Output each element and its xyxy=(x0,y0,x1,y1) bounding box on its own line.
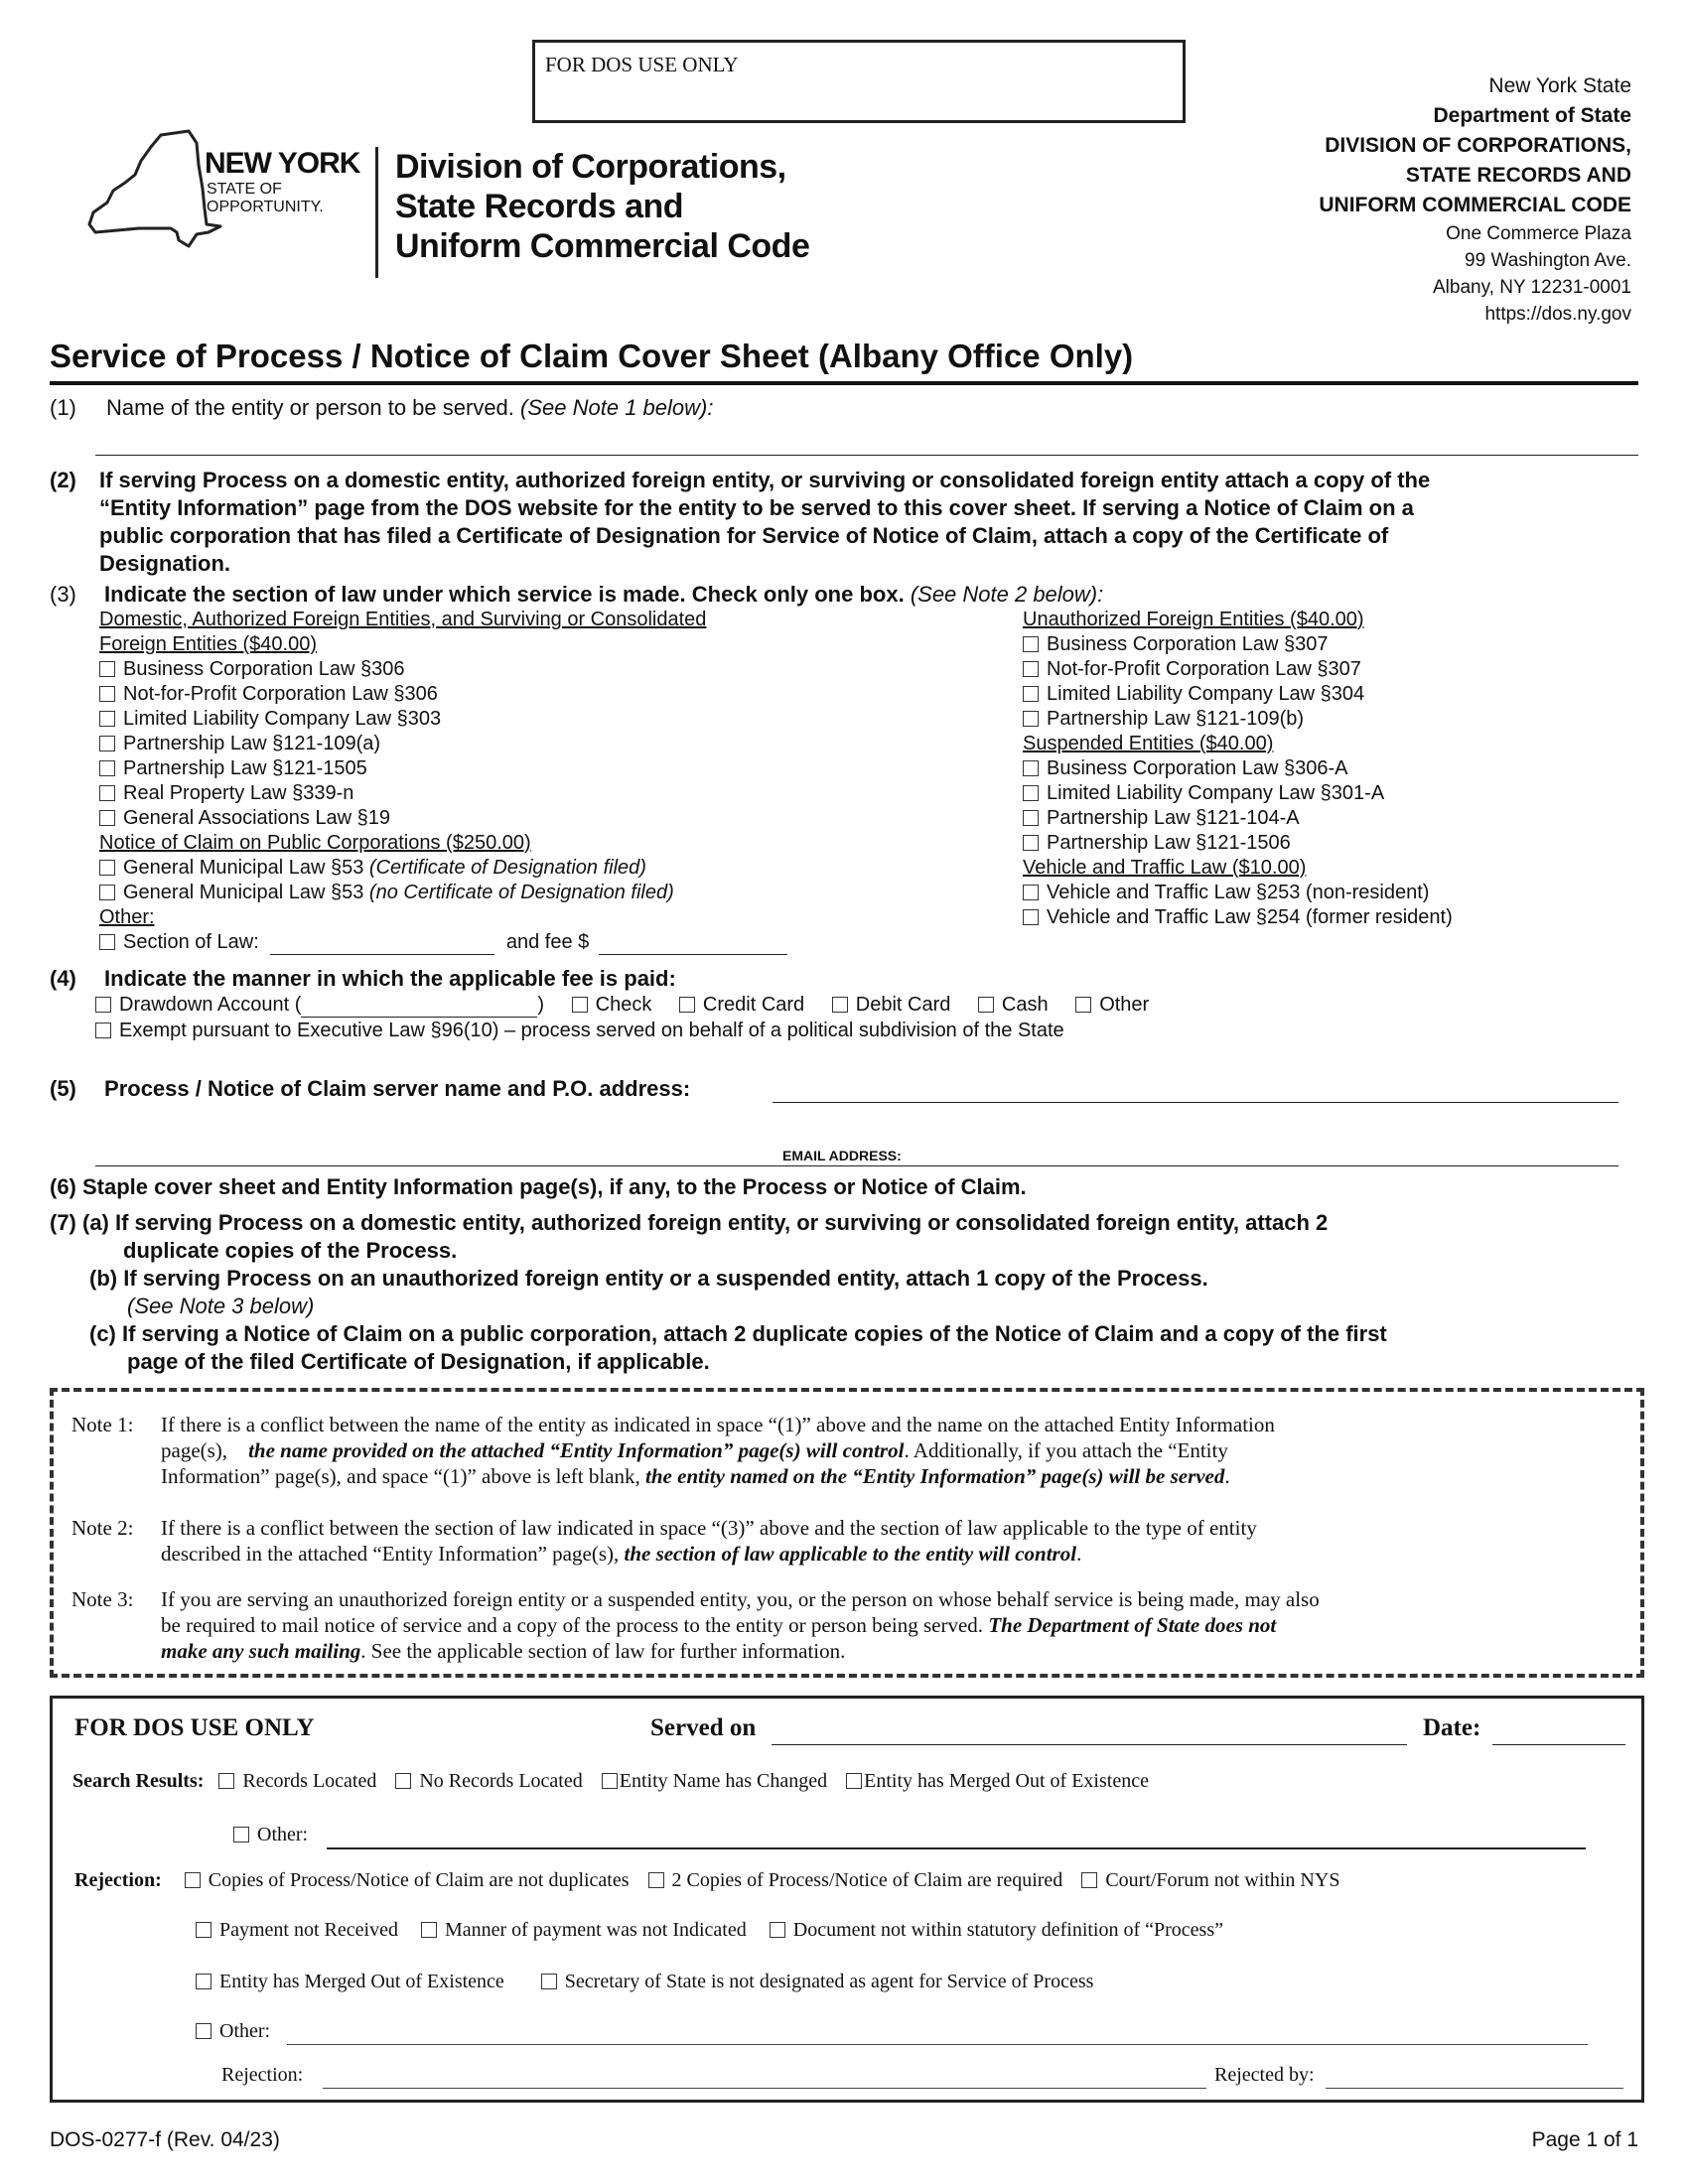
law-option[interactable] xyxy=(99,732,787,756)
note-text: . Additionally, if you attach the “Entity xyxy=(904,1438,1228,1462)
payment-label: Other xyxy=(1099,994,1150,1016)
note-2-body xyxy=(161,1515,1257,1567)
section-7b-line-1: (b) If serving Process on an unauthorized foreign entity or a suspended entity, attach 1 copy of the Process. xyxy=(89,1266,1208,1291)
note-2-line xyxy=(161,1541,1257,1567)
address-line-5: UNIFORM COMMERCIAL CODE xyxy=(1319,194,1631,216)
section-2-line: “Entity Information” page from the DOS website for the entity to be served to this cover sheet. If serving a Notice of Claim on a xyxy=(99,495,1414,520)
checkbox[interactable] xyxy=(99,810,115,826)
note-3-body xyxy=(161,1586,1320,1664)
search-results-row xyxy=(72,1770,1149,1793)
rejection-option-label: Copies of Process/Notice of Claim are not duplicates xyxy=(208,1869,630,1891)
checkbox[interactable] xyxy=(846,1773,862,1789)
law-option[interactable] xyxy=(99,657,787,682)
checkbox[interactable] xyxy=(233,1827,249,1843)
rejection-option-label: Entity has Merged Out of Existence xyxy=(219,1971,504,1992)
section-3-num: (3) xyxy=(50,582,76,607)
form-number: DOS-0277-f (Rev. 04/23) xyxy=(50,2128,280,2151)
section-7a-line-2: duplicate copies of the Process. xyxy=(123,1238,458,1263)
payment-option[interactable] xyxy=(572,994,652,1016)
checkbox[interactable] xyxy=(95,997,111,1013)
checkbox[interactable] xyxy=(648,1872,664,1888)
note-emphasis: the section of law applicable to the entity will control xyxy=(624,1542,1077,1566)
checkbox[interactable] xyxy=(572,997,588,1013)
law-option-label: Business Corporation Law §307 xyxy=(1047,633,1329,655)
search-option-label: No Records Located xyxy=(419,1770,583,1792)
rejection-option[interactable] xyxy=(196,1919,398,1941)
entity-name-field[interactable] xyxy=(95,455,1638,456)
law-option[interactable] xyxy=(99,856,787,881)
note-1-line: If there is a conflict between the name of the entity as indicated in space “(1)” above and the name on the attached Entity Information xyxy=(161,1413,1275,1436)
served-on-field[interactable] xyxy=(772,1744,1407,1745)
address-line-4: STATE RECORDS AND xyxy=(1405,164,1631,187)
note-3-line xyxy=(161,1612,1320,1638)
law-option[interactable] xyxy=(1023,682,1453,707)
rejection-row-1 xyxy=(74,1869,1339,1892)
checkbox[interactable] xyxy=(1023,636,1039,652)
section-7c-line-1: (c) If serving a Notice of Claim on a public corporation, attach 2 duplicate copies of the Notice of Claim and a copy of the first xyxy=(89,1321,1387,1346)
payment-label: Debit Card xyxy=(855,994,951,1016)
checkbox[interactable] xyxy=(541,1974,557,1989)
section-2-num: (2) xyxy=(50,468,76,492)
section-5-text: Process / Notice of Claim server name and P.O. address: xyxy=(104,1076,691,1101)
server-address-field[interactable] xyxy=(773,1102,1618,1103)
email-address-label: EMAIL ADDRESS: xyxy=(782,1148,902,1163)
division-name xyxy=(395,147,809,266)
law-option[interactable] xyxy=(1023,707,1453,732)
rejection-option-label: Document not within statutory definition of “Process” xyxy=(792,1919,1224,1941)
law-option-label: Real Property Law §339-n xyxy=(123,782,354,804)
section-5-num: (5) xyxy=(50,1076,76,1101)
checkbox[interactable] xyxy=(99,860,115,876)
rejected-by-field[interactable] xyxy=(1326,2088,1623,2089)
note-1-label: Note 1: xyxy=(71,1413,134,1436)
section-1 xyxy=(50,394,713,422)
rejection-option-label: Payment not Received xyxy=(219,1919,398,1941)
note-emphasis: The Department of State does not xyxy=(988,1613,1277,1637)
law-option[interactable] xyxy=(99,756,787,781)
law-option-label: Limited Liability Company Law §304 xyxy=(1047,683,1365,705)
exempt-option[interactable] xyxy=(95,1019,1064,1043)
section-5 xyxy=(50,1075,690,1103)
checkbox[interactable] xyxy=(395,1773,411,1789)
checkbox[interactable] xyxy=(99,934,115,950)
rejection-option[interactable] xyxy=(1081,1869,1339,1891)
checkbox[interactable] xyxy=(1023,785,1039,801)
law-option-label: Partnership Law §121-109(a) xyxy=(123,733,381,754)
law-option-label: Not-for-Profit Corporation Law §307 xyxy=(1047,658,1361,680)
section-7a-line-1: (7) (a) If serving Process on a domestic entity, authorized foreign entity, or surviving or consolidated foreign entity, attach 2 xyxy=(50,1210,1329,1235)
checkbox[interactable] xyxy=(1023,835,1039,851)
search-option-label: Entity has Merged Out of Existence xyxy=(864,1770,1149,1792)
search-option-label: Records Located xyxy=(242,1770,377,1792)
note-text: be required to mail notice of service and a copy of the process to the entity or person being served. xyxy=(161,1613,989,1637)
note-text: Information” page(s), and space “(1)” above is left blank, xyxy=(161,1464,646,1488)
law-option[interactable] xyxy=(99,881,787,905)
payment-option[interactable] xyxy=(679,994,804,1016)
logo-state-of: STATE OF xyxy=(207,181,282,198)
address-line-7: 99 Washington Ave. xyxy=(1465,250,1631,271)
note-emphasis: make any such mailing xyxy=(161,1639,361,1663)
search-option[interactable] xyxy=(395,1770,582,1792)
law-option[interactable] xyxy=(1023,657,1453,682)
search-results-label: Search Results: xyxy=(72,1770,205,1792)
drawdown-close: ) xyxy=(537,994,545,1016)
section-3-note: (See Note 2 below): xyxy=(910,582,1104,607)
rejection-option[interactable] xyxy=(770,1919,1223,1941)
law-option-label: Vehicle and Traffic Law §254 (former resident) xyxy=(1047,906,1453,928)
rejection-option[interactable] xyxy=(648,1869,1063,1891)
note-emphasis: the entity named on the “Entity Information” page(s) will be served xyxy=(645,1464,1225,1488)
checkbox[interactable] xyxy=(1023,661,1039,677)
suspended-heading: Suspended Entities ($40.00) xyxy=(1023,733,1274,754)
checkbox[interactable] xyxy=(99,661,115,677)
title-rule xyxy=(50,381,1638,385)
section-2-line: Designation. xyxy=(99,551,231,576)
section-3-text: Indicate the section of law under which service is made. Check only one box. xyxy=(104,582,905,607)
section-of-law-label: Section of Law: xyxy=(123,931,259,953)
checkbox[interactable] xyxy=(196,2023,211,2039)
fee-field[interactable] xyxy=(599,954,787,955)
checkbox[interactable] xyxy=(602,1773,618,1789)
payment-option[interactable] xyxy=(1075,994,1149,1016)
law-left-column xyxy=(99,608,787,955)
law-option-label: Limited Liability Company Law §303 xyxy=(123,708,442,730)
other-label: Other: xyxy=(219,2020,271,2042)
section-6: (6) Staple cover sheet and Entity Information page(s), if any, to the Process or Notice of Claim. xyxy=(50,1174,1027,1199)
checkbox[interactable] xyxy=(196,1974,211,1989)
address-line-1: New York State xyxy=(1488,74,1631,97)
date-field[interactable] xyxy=(1492,1744,1625,1745)
division-line-3: Uniform Commercial Code xyxy=(395,227,810,265)
rejection-option[interactable] xyxy=(541,1971,1094,1992)
rejection-option-label: Court/Forum not within NYS xyxy=(1105,1869,1340,1891)
section-7b-line-2: (See Note 3 below) xyxy=(127,1294,315,1318)
law-option[interactable] xyxy=(1023,881,1453,905)
note-3 xyxy=(71,1586,133,1612)
rejection-option[interactable] xyxy=(196,1971,504,1992)
checkbox[interactable] xyxy=(1023,686,1039,702)
ny-state-map-icon xyxy=(85,129,224,258)
page-title: Service of Process / Notice of Claim Cover Sheet (Albany Office Only) xyxy=(50,338,1134,374)
law-option-label: Business Corporation Law §306 xyxy=(123,658,405,680)
checkbox[interactable] xyxy=(978,997,994,1013)
law-option-label: General Associations Law §19 xyxy=(123,807,391,829)
law-option-label: Limited Liability Company Law §301-A xyxy=(1047,782,1385,804)
note-text: . xyxy=(1224,1464,1230,1488)
law-option[interactable] xyxy=(99,781,787,806)
page-number: Page 1 of 1 xyxy=(1531,2128,1638,2151)
rejection-other-field[interactable] xyxy=(287,2044,1588,2045)
search-option[interactable] xyxy=(846,1770,1149,1792)
law-option[interactable] xyxy=(1023,756,1453,781)
checkbox[interactable] xyxy=(99,885,115,900)
checkbox[interactable] xyxy=(832,997,848,1013)
payment-label: Cash xyxy=(1001,994,1049,1016)
drawdown-label: Drawdown Account ( xyxy=(119,994,302,1016)
law-option-label: General Municipal Law §53 xyxy=(123,882,369,903)
other-law-row xyxy=(99,930,787,955)
dos-use-only-box xyxy=(532,40,1186,123)
section-2-line: If serving Process on a domestic entity, authorized foreign entity, or surviving or consolidated foreign entity attach a copy of the xyxy=(99,468,1431,492)
note-2-line: If there is a conflict between the section of law indicated in space “(3)” above and the section of law applicable to the type of entity xyxy=(161,1516,1257,1540)
fee-label: and fee $ xyxy=(505,931,590,953)
note-text: described in the attached “Entity Information” page(s), xyxy=(161,1542,625,1566)
rejection-label: Rejection: xyxy=(74,1869,162,1891)
rejection-other-row xyxy=(196,2020,270,2043)
checkbox[interactable] xyxy=(1023,810,1039,826)
section-4-text: Indicate the manner in which the applicable fee is paid: xyxy=(104,966,676,991)
law-option-label: Partnership Law §121-1506 xyxy=(1047,832,1291,854)
unauthorized-heading: Unauthorized Foreign Entities ($40.00) xyxy=(1023,609,1364,630)
rejected-by xyxy=(1214,2064,1315,2087)
note-3-label: Note 3: xyxy=(71,1587,134,1611)
address-line-2: Department of State xyxy=(1433,104,1631,127)
agency-address xyxy=(1319,71,1631,328)
law-option-label: Partnership Law §121-109(b) xyxy=(1047,708,1305,730)
address-line-6: One Commerce Plaza xyxy=(1446,223,1631,244)
address-line-3: DIVISION OF CORPORATIONS, xyxy=(1325,134,1631,157)
division-line-1: Division of Corporations, xyxy=(395,148,786,186)
section-3 xyxy=(50,581,1103,609)
search-other-row xyxy=(233,1824,308,1846)
payment-label: Credit Card xyxy=(702,994,805,1016)
section-2-line: public corporation that has filed a Certificate of Designation for Service of Notice of Claim, attach a copy of the Certificate of xyxy=(99,523,1389,548)
logo-new-york: NEW YORK xyxy=(205,147,360,180)
rejected-by-label: Rejected by: xyxy=(1214,2064,1315,2086)
section-of-law-field[interactable] xyxy=(270,954,494,955)
checkbox[interactable] xyxy=(1081,1872,1097,1888)
search-option-label: Entity Name has Changed xyxy=(619,1770,828,1792)
section-1-num: (1) xyxy=(50,395,76,420)
rejection-row-2 xyxy=(196,1919,1223,1942)
checkbox[interactable] xyxy=(196,1922,211,1938)
note-1-body xyxy=(161,1412,1611,1489)
checkbox[interactable] xyxy=(679,997,695,1013)
rejection-option-label: 2 Copies of Process/Notice of Claim are required xyxy=(671,1869,1063,1891)
law-option-label: General Municipal Law §53 xyxy=(123,857,369,879)
exempt-label: Exempt pursuant to Executive Law §96(10) – process served on behalf of a political subdivision of the State xyxy=(119,1020,1064,1041)
law-option-note: (Certificate of Designation filed) xyxy=(368,857,646,879)
checkbox[interactable] xyxy=(99,760,115,776)
section-1-note: (See Note 1 below): xyxy=(520,395,714,420)
rejection-option[interactable] xyxy=(421,1919,747,1941)
payment-options xyxy=(95,993,1149,1018)
note-1-line xyxy=(161,1463,1611,1489)
law-option-label: Partnership Law §121-104-A xyxy=(1047,807,1300,829)
note-3-line: If you are serving an unauthorized foreign entity or a suspended entity, you, or the person on whose behalf service is being made, may also xyxy=(161,1587,1320,1611)
law-option[interactable] xyxy=(99,682,787,707)
note-2-label: Note 2: xyxy=(71,1516,134,1540)
law-option[interactable] xyxy=(1023,632,1453,657)
payment-label: Check xyxy=(595,994,652,1016)
checkbox[interactable] xyxy=(99,686,115,702)
email-address-field[interactable] xyxy=(95,1165,1618,1166)
note-1-line xyxy=(161,1437,1611,1463)
division-line-2: State Records and xyxy=(395,188,684,225)
law-option[interactable] xyxy=(99,806,787,831)
rejection-row-3 xyxy=(196,1971,1093,1993)
rejection-option[interactable] xyxy=(185,1869,630,1891)
checkbox[interactable] xyxy=(1023,760,1039,776)
logo-divider xyxy=(375,147,378,278)
section-7c-line-2: page of the filed Certificate of Designation, if applicable. xyxy=(127,1349,710,1374)
other-heading: Other: xyxy=(99,906,155,928)
address-line-8: Albany, NY 12231-0001 xyxy=(1432,277,1631,298)
notes-box xyxy=(50,1388,1644,1678)
checkbox[interactable] xyxy=(1023,711,1039,727)
rejection-signoff-row xyxy=(221,2064,303,2087)
law-option-label: Vehicle and Traffic Law §253 (non-resident) xyxy=(1047,882,1430,903)
vehicle-heading: Vehicle and Traffic Law ($10.00) xyxy=(1023,857,1307,879)
rejection-option-label: Secretary of State is not designated as agent for Service of Process xyxy=(564,1971,1094,1992)
note-text: page(s), xyxy=(161,1438,228,1462)
checkbox[interactable] xyxy=(99,736,115,751)
law-option-label: Partnership Law §121-1505 xyxy=(123,757,367,779)
checkbox[interactable] xyxy=(770,1922,785,1938)
section-2-text xyxy=(99,467,1430,578)
search-other-field[interactable] xyxy=(327,1847,1586,1849)
dos-use-box xyxy=(50,1696,1644,2103)
law-option[interactable] xyxy=(1023,905,1453,930)
law-option-label: Business Corporation Law §306-A xyxy=(1047,757,1348,779)
dos-use-only-label: FOR DOS USE ONLY xyxy=(545,53,739,76)
served-on-label: Served on xyxy=(650,1714,757,1741)
payment-option[interactable] xyxy=(978,994,1049,1016)
rejection-option-label: Manner of payment was not Indicated xyxy=(444,1919,747,1941)
logo-opportunity: OPPORTUNITY. xyxy=(207,199,324,215)
law-option[interactable] xyxy=(1023,831,1453,856)
law-option-note: (no Certificate of Designation filed) xyxy=(368,882,674,903)
law-option-label: Not-for-Profit Corporation Law §306 xyxy=(123,683,438,705)
note-text: . xyxy=(1076,1542,1082,1566)
section-4 xyxy=(50,965,676,993)
address-link[interactable]: https://dos.ny.gov xyxy=(1484,304,1631,325)
note-1 xyxy=(71,1412,133,1437)
search-option[interactable] xyxy=(218,1770,376,1792)
domestic-heading-2: Foreign Entities ($40.00) xyxy=(99,633,318,655)
date-label: Date: xyxy=(1423,1714,1481,1741)
note-3-line xyxy=(161,1638,1320,1664)
checkbox[interactable] xyxy=(1023,909,1039,925)
checkbox[interactable] xyxy=(99,785,115,801)
checkbox[interactable] xyxy=(185,1872,201,1888)
note-text: . See the applicable section of law for further information. xyxy=(360,1639,846,1663)
note-emphasis: the name provided on the attached “Entity Information” page(s) will control xyxy=(248,1438,905,1462)
rejection-reason-label: Rejection: xyxy=(221,2064,304,2086)
law-option[interactable] xyxy=(99,707,787,732)
section-1-text: Name of the entity or person to be served. xyxy=(106,395,514,420)
checkbox[interactable] xyxy=(1023,885,1039,900)
law-right-column xyxy=(1023,608,1453,930)
checkbox[interactable] xyxy=(421,1922,437,1938)
search-option[interactable] xyxy=(602,1770,827,1792)
law-option[interactable] xyxy=(1023,781,1453,806)
checkbox[interactable] xyxy=(95,1023,111,1038)
section-4-num: (4) xyxy=(50,966,76,991)
claim-heading: Notice of Claim on Public Corporations ($250.00) xyxy=(99,832,531,854)
drawdown-account-field[interactable] xyxy=(301,1017,537,1018)
note-2 xyxy=(71,1515,133,1541)
law-option[interactable] xyxy=(1023,806,1453,831)
payment-option[interactable] xyxy=(832,994,951,1016)
checkbox[interactable] xyxy=(99,711,115,727)
section-7 xyxy=(50,1209,1387,1376)
rejection-reason-field[interactable] xyxy=(323,2088,1206,2089)
domestic-heading-1: Domestic, Authorized Foreign Entities, and Surviving or Consolidated xyxy=(99,609,707,630)
other-label: Other: xyxy=(257,1824,309,1845)
dos-box-title: FOR DOS USE ONLY xyxy=(74,1714,315,1741)
checkbox[interactable] xyxy=(1075,997,1091,1013)
checkbox[interactable] xyxy=(218,1773,234,1789)
